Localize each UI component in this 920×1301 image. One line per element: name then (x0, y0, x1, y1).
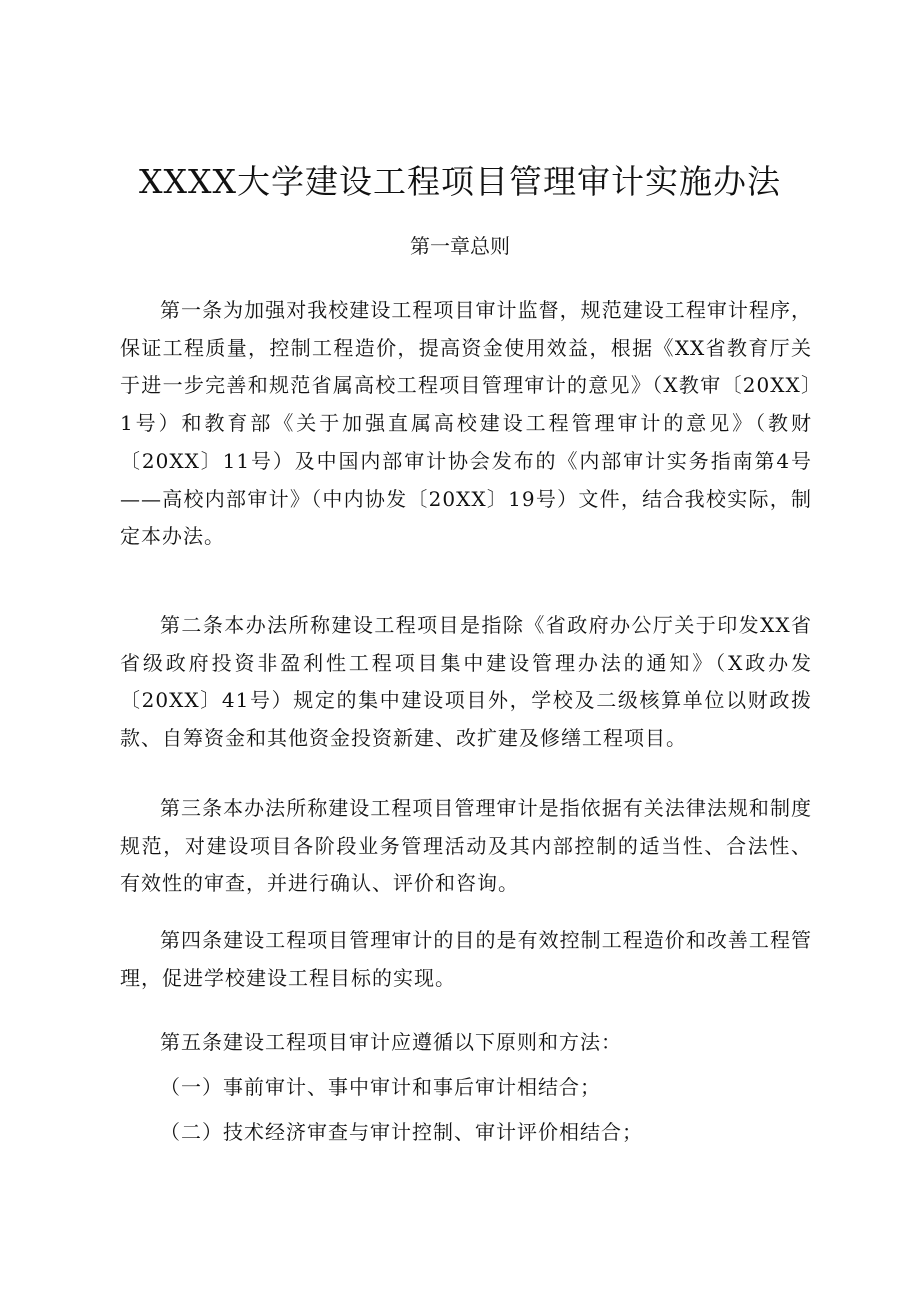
principle-item: （二）技术经济审查与审计控制、审计评价相结合； (160, 1120, 643, 1144)
article-2: 第二条本办法所称建设工程项目是指除《省政府办公厅关于印发XX省省级政府投资非盈利性工程项目集中建设管理办法的通知》（X政办发〔20XX〕41号）规定的集中建设项目外，学校及二级核算单位以财政拨款、自筹资金和其他资金投资新建、改扩建及修缮工程项目。 (120, 613, 812, 751)
article-1: 第一条为加强对我校建设工程项目审计监督，规范建设工程审计程序，保证工程质量，控制工程造价，提高资金使用效益，根据《XX省教育厅关于进一步完善和规范省属高校工程项目管理审计的意见》（X教审〔20XX〕1号）和教育部《关于加强直属高校建设工程管理审计的意见》（教财〔20XX〕11号）及中国内部审计协会发布的《内部审计实务指南第4号——高校内部审计》（中内协发〔20XX〕19号）文件，结合我校实际，制定本办法。 (120, 298, 812, 549)
article-5: 第五条建设工程项目审计应遵循以下原则和方法： (160, 1030, 622, 1054)
chapter-heading: 第一章总则 (410, 234, 510, 258)
article-3: 第三条本办法所称建设工程项目管理审计是指依据有关法律法规和制度规范，对建设项目各阶段业务管理活动及其内部控制的适当性、合法性、有效性的审查，并进行确认、评价和咨询。 (120, 796, 812, 896)
document-title: XXXX大学建设工程项目管理审计实施办法 (139, 162, 781, 201)
principle-item: （一）事前审计、事中审计和事后审计相结合； (160, 1075, 601, 1099)
article-4: 第四条建设工程项目管理审计的目的是有效控制工程造价和改善工程管理，促进学校建设工程目标的实现。 (120, 928, 812, 990)
